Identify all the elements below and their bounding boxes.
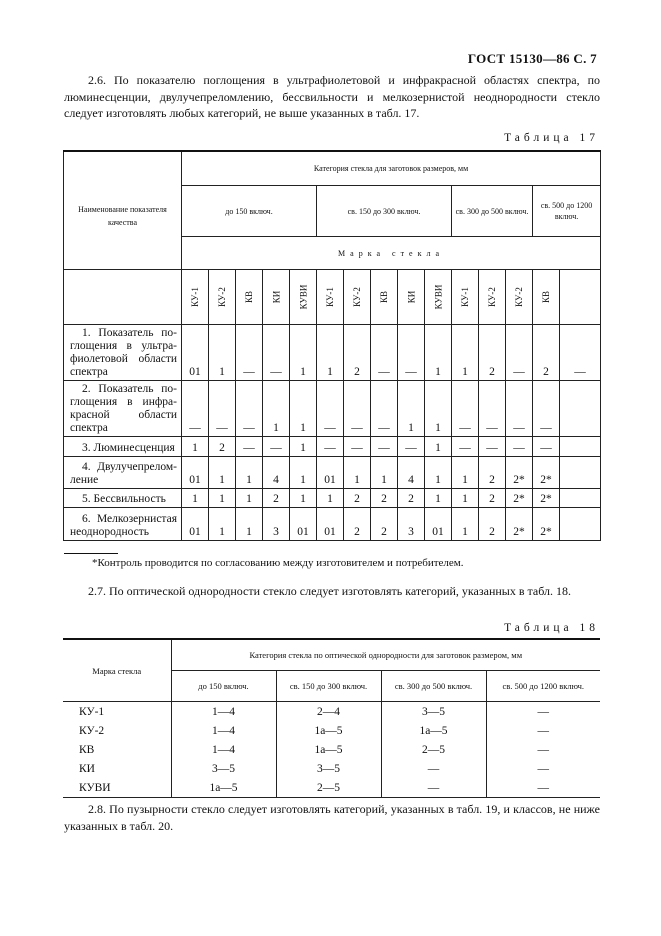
size-range-300-500: св. 300 до 500 включ. <box>381 671 486 702</box>
value-cell: 2 <box>263 489 290 508</box>
footnote: *Контроль проводится по согласованию между изготовителем и потребителем. <box>92 557 464 569</box>
value-cell: 2* <box>506 457 533 489</box>
value-cell: 1 <box>182 489 209 508</box>
value-cell: 2* <box>533 457 560 489</box>
value-cell: 01 <box>182 457 209 489</box>
value-cell: 2 <box>209 437 236 457</box>
value-cell: 3—5 <box>381 702 486 722</box>
brand-header: Марка стекла <box>63 639 171 702</box>
value-cell: 1 <box>236 457 263 489</box>
brand-cell: КУ-2 <box>344 270 371 325</box>
value-cell: — <box>371 325 398 381</box>
size-range-150-300: св. 150 до 300 включ. <box>317 186 452 237</box>
brand-cell: КВ <box>533 270 560 325</box>
value-cell: 1 <box>452 508 479 541</box>
value-cell: 2* <box>533 508 560 541</box>
value-cell: — <box>452 437 479 457</box>
value-cell: — <box>533 437 560 457</box>
brand-cell: КУ-1 <box>452 270 479 325</box>
optical-category-header: Категория стекла по оптической однородности для заготовок размером, мм <box>171 639 600 671</box>
size-range-300-500: св. 300 до 500 включ. <box>452 186 533 237</box>
table-17-caption: Таблица 17 <box>504 132 599 144</box>
value-cell <box>560 437 601 457</box>
size-range-150: до 150 включ. <box>182 186 317 237</box>
value-cell: 1а—5 <box>381 721 486 740</box>
brand-cell: КУВИ <box>290 270 317 325</box>
value-cell: 2 <box>344 508 371 541</box>
value-cell: 1 <box>371 457 398 489</box>
value-cell: — <box>486 702 600 722</box>
value-cell: 1—4 <box>171 740 276 759</box>
brand-cell: КУ-1 <box>63 702 171 722</box>
value-cell: 1 <box>425 381 452 437</box>
value-cell: 4 <box>398 457 425 489</box>
value-cell: — <box>506 381 533 437</box>
brand-cell: КУ-1 <box>317 270 344 325</box>
value-cell: — <box>486 778 600 798</box>
row-fine-grain-inhomogeneity: 6. Мелкозернистая неоднородность <box>64 508 182 541</box>
value-cell: — <box>371 437 398 457</box>
value-cell: 1 <box>425 489 452 508</box>
value-cell: — <box>452 381 479 437</box>
value-cell: — <box>381 778 486 798</box>
value-cell: 1а—5 <box>171 778 276 798</box>
value-cell: 3 <box>263 508 290 541</box>
value-cell: 3 <box>398 508 425 541</box>
row-luminescence: 3. Люминесценция <box>64 437 182 457</box>
value-cell <box>560 489 601 508</box>
value-cell: 1 <box>182 437 209 457</box>
value-cell: — <box>533 381 560 437</box>
table-18 <box>63 638 600 798</box>
brand-cell-empty <box>560 270 601 325</box>
value-cell: 1 <box>209 489 236 508</box>
value-cell: 2 <box>479 457 506 489</box>
glass-brand-header: Марка стекла <box>182 237 601 270</box>
value-cell: — <box>486 721 600 740</box>
value-cell: 1 <box>263 381 290 437</box>
value-cell: — <box>263 437 290 457</box>
value-cell: 1 <box>344 457 371 489</box>
value-cell: 2 <box>371 489 398 508</box>
value-cell: 1—4 <box>171 721 276 740</box>
value-cell: 2 <box>344 489 371 508</box>
value-cell: 1 <box>236 508 263 541</box>
value-cell: 1а—5 <box>276 721 381 740</box>
value-cell: — <box>398 437 425 457</box>
value-cell: 1 <box>452 489 479 508</box>
value-cell: 01 <box>290 508 317 541</box>
value-cell: 2—5 <box>276 778 381 798</box>
value-cell: 1 <box>317 325 344 381</box>
value-cell: 01 <box>182 325 209 381</box>
paragraph-2-6: 2.6. По показателю поглощения в ультрафиолетовой и инфракрасной областях спектра, по люминесценции, двулучепреломлению, бессвильности и мелкозернистой неоднородности стекло следует изготовлять любых категорий, не выше указанных в табл. 17. <box>64 73 600 120</box>
value-cell: — <box>560 325 601 381</box>
value-cell: — <box>371 381 398 437</box>
value-cell: — <box>317 381 344 437</box>
value-cell: 1а—5 <box>276 740 381 759</box>
brand-cell: КУ-2 <box>479 270 506 325</box>
value-cell: — <box>236 381 263 437</box>
value-cell: — <box>479 437 506 457</box>
size-range-150: до 150 включ. <box>171 671 276 702</box>
value-cell: — <box>317 437 344 457</box>
value-cell: 2* <box>506 489 533 508</box>
brand-cell: КУВИ <box>425 270 452 325</box>
value-cell: 1 <box>452 457 479 489</box>
value-cell: 1 <box>425 437 452 457</box>
value-cell: 1 <box>452 325 479 381</box>
size-range-500-1200: св. 500 до 1200 включ. <box>486 671 600 702</box>
row-birefringence: 4. Двулучепрелом- ление <box>64 457 182 489</box>
table-18-caption: Таблица 18 <box>504 622 599 634</box>
value-cell: 2—4 <box>276 702 381 722</box>
value-cell: 2 <box>344 325 371 381</box>
value-cell: — <box>486 759 600 778</box>
value-cell: 01 <box>425 508 452 541</box>
size-range-150-300: св. 150 до 300 включ. <box>276 671 381 702</box>
value-cell: — <box>506 437 533 457</box>
value-cell <box>560 381 601 437</box>
value-cell: 2 <box>479 325 506 381</box>
value-cell <box>560 457 601 489</box>
row-uv-absorption: 1. Показатель по- глощения в ультра- фиолетовой области спектра <box>64 325 182 381</box>
value-cell: 2 <box>398 489 425 508</box>
brand-cell: КУ-2 <box>209 270 236 325</box>
value-cell: — <box>263 325 290 381</box>
value-cell: — <box>236 325 263 381</box>
value-cell: — <box>486 740 600 759</box>
value-cell: 1 <box>209 457 236 489</box>
value-cell: 1 <box>398 381 425 437</box>
value-cell: 2—5 <box>381 740 486 759</box>
row-ir-absorption: 2. Показатель по- глощения в инфра- красной области спектра <box>64 381 182 437</box>
value-cell: 3—5 <box>171 759 276 778</box>
value-cell: 1 <box>290 457 317 489</box>
value-cell: 1 <box>236 489 263 508</box>
brand-cell: КУ-2 <box>506 270 533 325</box>
value-cell: — <box>479 381 506 437</box>
footnote-separator <box>64 553 118 554</box>
brand-cell: КИ <box>263 270 290 325</box>
value-cell: 1 <box>290 325 317 381</box>
category-header: Категория стекла для заготовок размеров, мм <box>182 151 601 186</box>
value-cell: — <box>344 381 371 437</box>
value-cell: 2 <box>533 325 560 381</box>
value-cell: — <box>236 437 263 457</box>
paragraph-2-7: 2.7. По оптической однородности стекло следует изготовлять категорий, указанных в табл. 18. <box>88 584 572 598</box>
value-cell: 1 <box>209 325 236 381</box>
brand-row-spacer <box>64 270 182 325</box>
row-stria-free: 5. Бессвильность <box>64 489 182 508</box>
brand-cell: КУ-2 <box>63 721 171 740</box>
brand-cell: КВ <box>63 740 171 759</box>
brand-cell: КВ <box>371 270 398 325</box>
value-cell: 1—4 <box>171 702 276 722</box>
value-cell: 2 <box>479 489 506 508</box>
value-cell: — <box>209 381 236 437</box>
value-cell: — <box>182 381 209 437</box>
value-cell: 1 <box>425 325 452 381</box>
value-cell: 1 <box>290 489 317 508</box>
value-cell: — <box>381 759 486 778</box>
value-cell: 01 <box>182 508 209 541</box>
brand-cell: КВ <box>236 270 263 325</box>
value-cell: 2 <box>371 508 398 541</box>
value-cell: 1 <box>290 381 317 437</box>
value-cell: 3—5 <box>276 759 381 778</box>
value-cell: — <box>398 325 425 381</box>
brand-cell: КИ <box>398 270 425 325</box>
value-cell: 1 <box>425 457 452 489</box>
paragraph-2-8: 2.8. По пузырности стекло следует изготовлять категорий, указанных в табл. 19, и классов, не ниже указанных в табл. 20. <box>64 802 600 833</box>
page-header: ГОСТ 15130—86 С. 7 <box>467 51 597 66</box>
value-cell: 2* <box>533 489 560 508</box>
value-cell <box>560 508 601 541</box>
brand-cell: КУ-1 <box>182 270 209 325</box>
brand-cell: КИ <box>63 759 171 778</box>
value-cell: 01 <box>317 508 344 541</box>
value-cell: 01 <box>317 457 344 489</box>
value-cell: — <box>344 437 371 457</box>
table-17 <box>63 150 601 541</box>
value-cell: 1 <box>317 489 344 508</box>
value-cell: 2 <box>479 508 506 541</box>
value-cell: 2* <box>506 508 533 541</box>
quality-indicator-header: Наименование показателя качества <box>64 151 182 270</box>
value-cell: 1 <box>209 508 236 541</box>
value-cell: 4 <box>263 457 290 489</box>
value-cell: 1 <box>290 437 317 457</box>
size-range-500-1200: св. 500 до 1200 включ. <box>533 186 601 237</box>
value-cell: — <box>506 325 533 381</box>
brand-cell: КУВИ <box>63 778 171 798</box>
